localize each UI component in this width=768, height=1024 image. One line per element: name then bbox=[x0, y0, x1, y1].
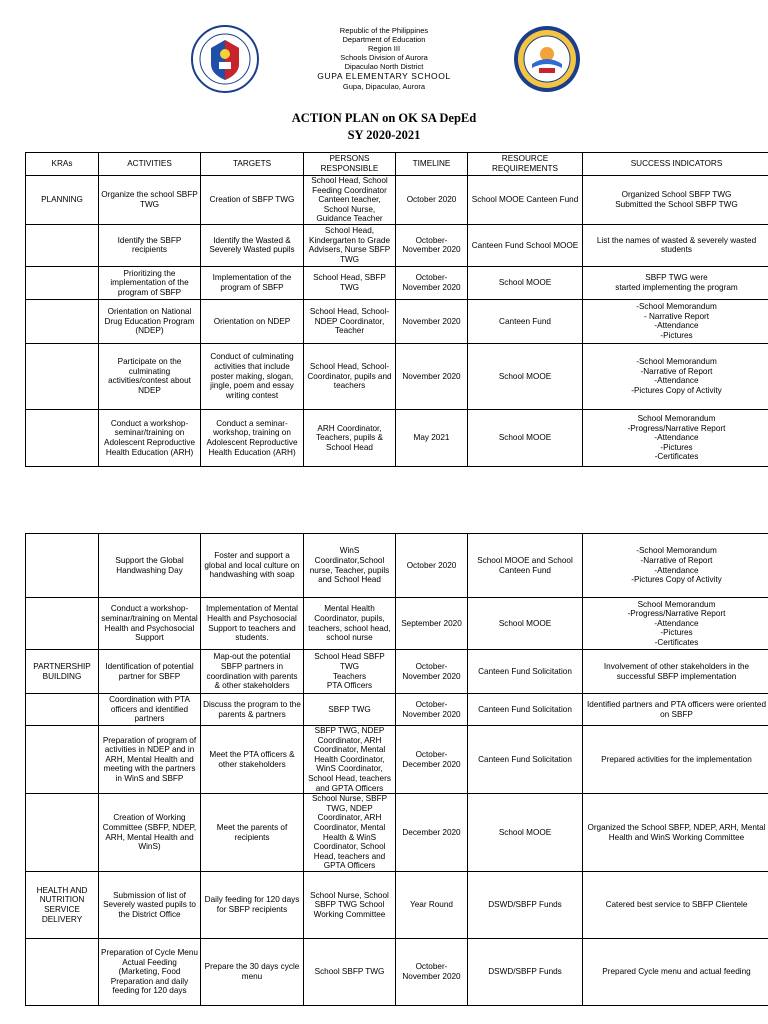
cell-persons: School Head, School Feeding Coordinator Canteen teacher, School Nurse, Guidance Teacher bbox=[304, 176, 396, 225]
cell-persons: Mental Health Coordinator, pupils, teachers, school head, school nurse bbox=[304, 598, 396, 650]
cell-success: List the names of wasted & severely wasted students bbox=[583, 224, 768, 266]
cell-success: -School Memorandum - Narrative Report -Attendance -Pictures bbox=[583, 299, 768, 343]
cell-target: Conduct a seminar-workshop, training on Adolescent Reproductive Health Education (ARH) bbox=[201, 409, 304, 466]
cell-success: Prepared activities for the implementation bbox=[583, 726, 768, 794]
cell-success: Organized School SBFP TWG Submitted the School SBFP TWG bbox=[583, 176, 768, 225]
cell-success: Organized the School SBFP, NDEP, ARH, Mental Health and WinS Working Committee bbox=[583, 794, 768, 872]
cell-activity: Conduct a workshop-seminar/training on Mental Health and Psychosocial Support bbox=[99, 598, 201, 650]
cell-target: Daily feeding for 120 days for SBFP recipients bbox=[201, 871, 304, 938]
cell-success: SBFP TWG were started implementing the program bbox=[583, 266, 768, 299]
cell-persons: SBFP TWG bbox=[304, 694, 396, 726]
cell-activity: Conduct a workshop-seminar/training on Adolescent Reproductive Health Education (ARH) bbox=[99, 409, 201, 466]
cell-timeline: October-November 2020 bbox=[396, 938, 468, 1005]
table-row bbox=[26, 224, 768, 266]
action-plan-table-1 bbox=[25, 152, 768, 467]
cell-resource: School MOOE Canteen Fund bbox=[468, 176, 583, 225]
table-row bbox=[26, 343, 768, 409]
cell-activity: Identify the SBFP recipients bbox=[99, 224, 201, 266]
cell-activity: Submission of list of Severely wasted pupils to the District Office bbox=[99, 871, 201, 938]
cell-kra bbox=[26, 938, 99, 1005]
cell-resource: Canteen Fund bbox=[468, 299, 583, 343]
cell-timeline: October-December 2020 bbox=[396, 726, 468, 794]
cell-resource: Canteen Fund Solicitation bbox=[468, 650, 583, 694]
cell-success: Catered best service to SBFP Clientele bbox=[583, 871, 768, 938]
cell-timeline: Year Round bbox=[396, 871, 468, 938]
cell-persons: ARH Coordinator, Teachers, pupils & School Head bbox=[304, 409, 396, 466]
cell-persons: School Head, School-Coordinator, pupils and teachers bbox=[304, 343, 396, 409]
table-row bbox=[26, 409, 768, 466]
cell-target: Foster and support a global and local culture on handwashing with soap bbox=[201, 534, 304, 598]
title-year: SY 2020-2021 bbox=[347, 128, 421, 142]
cell-kra bbox=[26, 299, 99, 343]
cell-timeline: December 2020 bbox=[396, 794, 468, 872]
cell-success: Prepared Cycle menu and actual feeding bbox=[583, 938, 768, 1005]
cell-resource: Canteen Fund Solicitation bbox=[468, 694, 583, 726]
header-line: Region III bbox=[367, 44, 401, 53]
cell-timeline: October-November 2020 bbox=[396, 694, 468, 726]
cell-kra: PLANNING bbox=[26, 176, 99, 225]
cell-success: Involvement of other stakeholders in the successful SBFP implementation bbox=[583, 650, 768, 694]
cell-activity: Identification of potential partner for SBFP bbox=[99, 650, 201, 694]
cell-activity: Prioritizing the implementation of the program of SBFP bbox=[99, 266, 201, 299]
cell-resource: Canteen Fund School MOOE bbox=[468, 224, 583, 266]
cell-activity: Support the Global Handwashing Day bbox=[99, 534, 201, 598]
cell-persons: WinS Coordinator,School nurse, Teacher, pupils and School Head bbox=[304, 534, 396, 598]
cell-activity: Creation of Working Committee (SBFP, NDEP, ARH, Mental Health and WinS) bbox=[99, 794, 201, 872]
cell-timeline: October-November 2020 bbox=[396, 224, 468, 266]
cell-kra: PARTNERSHIP BUILDING bbox=[26, 650, 99, 694]
cell-timeline: November 2020 bbox=[396, 343, 468, 409]
cell-resource: DSWD/SBFP Funds bbox=[468, 938, 583, 1005]
cell-target: Implementation of the program of SBFP bbox=[201, 266, 304, 299]
column-header-kras: KRAs bbox=[26, 153, 99, 176]
cell-target: Orientation on NDEP bbox=[201, 299, 304, 343]
cell-success: School Memorandum -Progress/Narrative Report -Attendance -Pictures -Certificates bbox=[583, 409, 768, 466]
column-header-timeline: TIMELINE bbox=[396, 153, 468, 176]
cell-persons: School Head, Kindergarten to Grade Advisers, Nurse SBFP TWG bbox=[304, 224, 396, 266]
cell-kra bbox=[26, 794, 99, 872]
cell-persons: School Nurse, School SBFP TWG School Working Committee bbox=[304, 871, 396, 938]
cell-activity: Coordination with PTA officers and identified partners bbox=[99, 694, 201, 726]
table-row bbox=[26, 794, 768, 872]
cell-resource: School MOOE bbox=[468, 598, 583, 650]
cell-resource: School MOOE bbox=[468, 343, 583, 409]
cell-target: Map-out the potential SBFP partners in coordination with parents & other stakeholders bbox=[201, 650, 304, 694]
action-plan-table-2 bbox=[25, 533, 768, 1006]
cell-kra bbox=[26, 409, 99, 466]
document-title bbox=[0, 110, 768, 144]
document-header bbox=[0, 26, 768, 91]
cell-success: -School Memorandum -Narrative of Report -Attendance -Pictures Copy of Activity bbox=[583, 343, 768, 409]
header-line: Dipaculao North District bbox=[344, 62, 424, 71]
cell-kra bbox=[26, 343, 99, 409]
header-line: Schools Division of Aurora bbox=[340, 53, 428, 62]
cell-success: Identified partners and PTA officers were oriented on SBFP bbox=[583, 694, 768, 726]
cell-kra bbox=[26, 534, 99, 598]
cell-resource: Canteen Fund Solicitation bbox=[468, 726, 583, 794]
cell-persons: SBFP TWG, NDEP Coordinator, ARH Coordinator, Mental Health Coordinator, WinS Coordinator, School Head, teachers and GPTA Officers bbox=[304, 726, 396, 794]
cell-resource: DSWD/SBFP Funds bbox=[468, 871, 583, 938]
cell-activity: Preparation of program of activities in NDEP and in ARH, Mental Health and meeting with the partners in WinS and SBFP bbox=[99, 726, 201, 794]
table-row bbox=[26, 938, 768, 1005]
cell-target: Implementation of Mental Health and Psychosocial Support to teachers and students. bbox=[201, 598, 304, 650]
cell-persons: School Nurse, SBFP TWG, NDEP Coordinator, ARH Coordinator, Mental Health & WinS Coordinator, School Head, teachers and GPTA Officers bbox=[304, 794, 396, 872]
title-main: ACTION PLAN on OK SA DepEd bbox=[291, 111, 477, 125]
cell-kra bbox=[26, 266, 99, 299]
cell-resource: School MOOE bbox=[468, 266, 583, 299]
cell-timeline: October 2020 bbox=[396, 534, 468, 598]
column-header-activities: ACTIVITIES bbox=[99, 153, 201, 176]
table-row bbox=[26, 694, 768, 726]
table-row bbox=[26, 598, 768, 650]
cell-timeline: September 2020 bbox=[396, 598, 468, 650]
cell-target: Conduct of culminating activities that include poster making, slogan, jingle, poem and essay writing contest bbox=[201, 343, 304, 409]
cell-activity: Preparation of Cycle Menu Actual Feeding (Marketing, Food Preparation and daily feeding for 120 days bbox=[99, 938, 201, 1005]
cell-target: Prepare the 30 days cycle menu bbox=[201, 938, 304, 1005]
school-name: GUPA ELEMENTARY SCHOOL bbox=[317, 71, 451, 81]
cell-target: Identify the Wasted & Severely Wasted pupils bbox=[201, 224, 304, 266]
cell-activity: Participate on the culminating activities/contest about NDEP bbox=[99, 343, 201, 409]
column-header-persons: PERSONS RESPONSIBLE bbox=[304, 153, 396, 176]
cell-resource: School MOOE bbox=[468, 794, 583, 872]
cell-kra bbox=[26, 726, 99, 794]
cell-resource: School MOOE and School Canteen Fund bbox=[468, 534, 583, 598]
cell-activity: Organize the school SBFP TWG bbox=[99, 176, 201, 225]
school-address: Gupa, Dipaculao, Aurora bbox=[342, 82, 426, 91]
column-header-resources: RESOURCE REQUIREMENTS bbox=[468, 153, 583, 176]
header-line: Republic of the Philippines bbox=[339, 26, 429, 35]
cell-timeline: May 2021 bbox=[396, 409, 468, 466]
cell-timeline: October-November 2020 bbox=[396, 266, 468, 299]
table-row bbox=[26, 176, 768, 225]
table-row bbox=[26, 650, 768, 694]
cell-success: -School Memorandum -Narrative of Report -Attendance -Pictures Copy of Activity bbox=[583, 534, 768, 598]
cell-target: Creation of SBFP TWG bbox=[201, 176, 304, 225]
column-header-targets: TARGETS bbox=[201, 153, 304, 176]
cell-kra bbox=[26, 598, 99, 650]
table-row bbox=[26, 726, 768, 794]
cell-kra bbox=[26, 694, 99, 726]
cell-activity: Orientation on National Drug Education Program (NDEP) bbox=[99, 299, 201, 343]
cell-target: Meet the parents of recipients bbox=[201, 794, 304, 872]
cell-persons: School Head SBFP TWG Teachers PTA Officers bbox=[304, 650, 396, 694]
cell-target: Discuss the program to the parents & partners bbox=[201, 694, 304, 726]
cell-persons: School Head, School-NDEP Coordinator, Teacher bbox=[304, 299, 396, 343]
cell-target: Meet the PTA officers & other stakeholders bbox=[201, 726, 304, 794]
cell-resource: School MOOE bbox=[468, 409, 583, 466]
cell-kra: HEALTH AND NUTRITION SERVICE DELIVERY bbox=[26, 871, 99, 938]
cell-persons: School Head, SBFP TWG bbox=[304, 266, 396, 299]
cell-timeline: October 2020 bbox=[396, 176, 468, 225]
table-row bbox=[26, 299, 768, 343]
cell-timeline: November 2020 bbox=[396, 299, 468, 343]
cell-persons: School SBFP TWG bbox=[304, 938, 396, 1005]
cell-kra bbox=[26, 224, 99, 266]
column-header-success: SUCCESS INDICATORS bbox=[583, 153, 768, 176]
header-line: Department of Education bbox=[342, 35, 426, 44]
cell-success: School Memorandum -Progress/Narrative Report -Attendance -Pictures -Certificates bbox=[583, 598, 768, 650]
table-row bbox=[26, 534, 768, 598]
cell-timeline: October-November 2020 bbox=[396, 650, 468, 694]
table-row bbox=[26, 266, 768, 299]
table-header-row bbox=[26, 153, 768, 176]
table-row bbox=[26, 871, 768, 938]
